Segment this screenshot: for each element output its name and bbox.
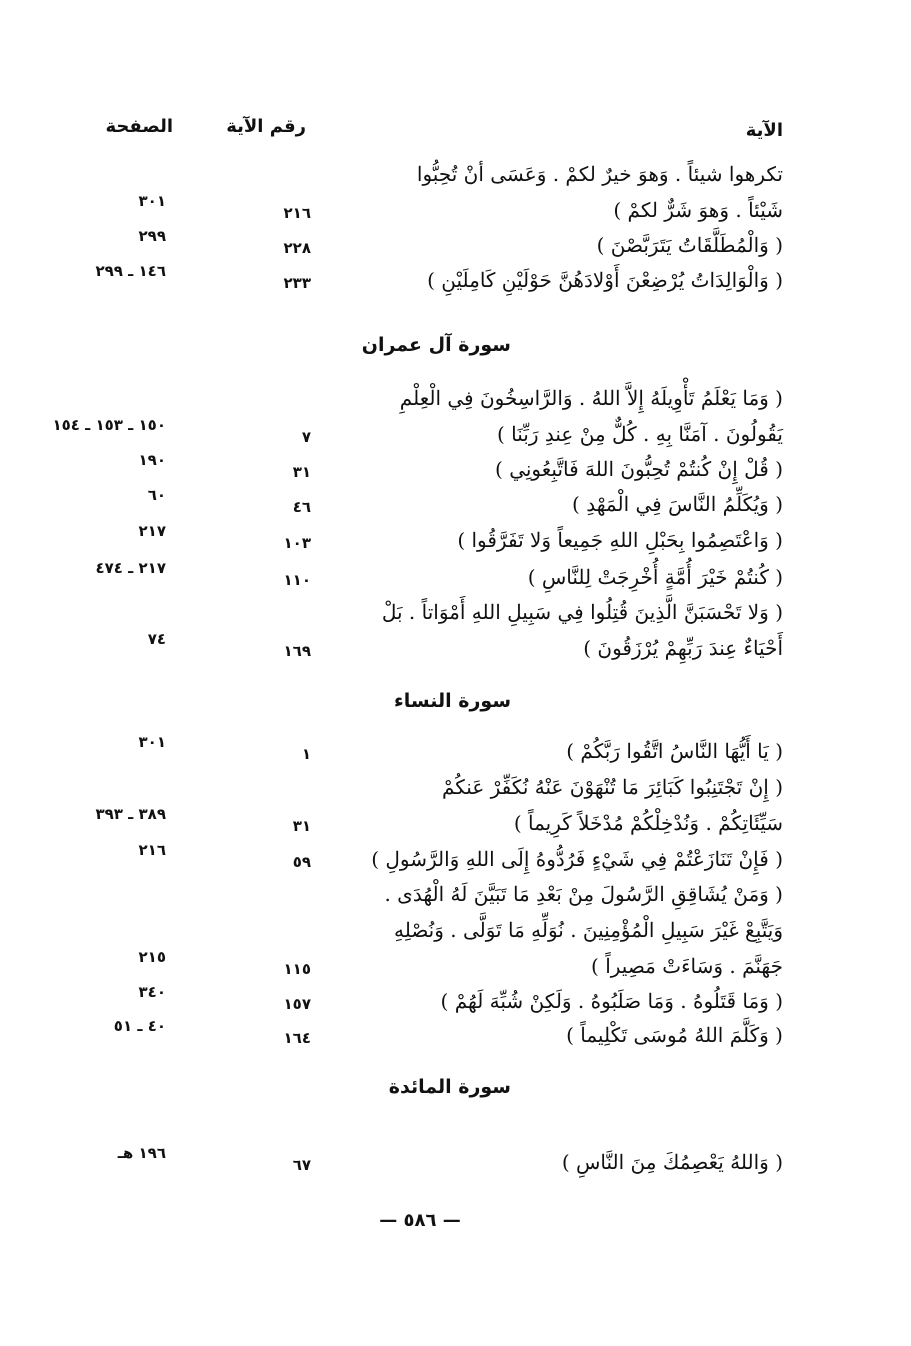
verse-text: ( وَمَا قَتَلُوهُ . وَمَا صَلَبُوهُ . وَلَكِنْ شُبِّهَ لَهُمْ ) — [440, 989, 783, 1013]
ayah-number: ٢١٦ — [283, 204, 311, 222]
page-reference: ٢١٥ — [138, 948, 166, 966]
page-reference: ١٤٦ ـ ٢٩٩ — [95, 262, 166, 280]
verse-text: ( فَإِنْ تَنَازَعْتُمْ فِي شَيْءٍ فَرُدُّوهُ إِلَى اللهِ وَالرَّسُولِ ) — [371, 847, 783, 871]
surah-heading: سورة المائدة — [388, 1076, 511, 1098]
page-reference: ٣٠١ — [138, 192, 166, 210]
verse-text: ( وَلا تَحْسَبَنَّ الَّذِينَ قُتِلُوا فِي سَبِيلِ اللهِ أَمْوَاتاً . بَلْ — [381, 600, 783, 624]
verse-text: ( وَالْمُطَلَّقَاتُ يَتَرَبَّصْنَ ) — [596, 233, 783, 257]
verse-text: ( يَا أَيُّهَا النَّاسُ اتَّقُوا رَبَّكُمْ ) — [566, 739, 783, 763]
ayah-number: ٢٣٣ — [283, 274, 311, 292]
ayah-number: ١١٥ — [283, 960, 311, 978]
verse-text: ( كُنتُمْ خَيْرَ أُمَّةٍ أُخْرِجَتْ لِلنَّاسِ ) — [527, 565, 783, 589]
page-reference: ١٩٠ — [138, 451, 166, 469]
ayah-number: ٥٩ — [292, 853, 311, 871]
ayah-number: ٦٧ — [292, 1156, 311, 1174]
page-reference: ١٥٠ ـ ١٥٣ ـ ١٥٤ — [52, 416, 166, 434]
page-reference: ٢٩٩ — [138, 227, 166, 245]
ayah-number: ٣١ — [292, 817, 311, 835]
verse-text: أَحْيَاءٌ عِندَ رَبِّهِمْ يُرْزَقُونَ ) — [583, 636, 783, 660]
ayah-number: ١ — [301, 745, 311, 763]
ayah-number: ١٥٧ — [283, 995, 311, 1013]
ayah-number: ١٠٣ — [283, 534, 311, 552]
page-reference: ٢١٦ — [138, 841, 166, 859]
verse-text: ( وَكَلَّمَ اللهُ مُوسَى تَكْلِيماً ) — [566, 1023, 783, 1047]
verse-text: ( قُلْ إِنْ كُنتُمْ تُحِبُّونَ اللهَ فَاتَّبِعُونِي ) — [495, 457, 783, 481]
verse-text: ( وَيُكَلِّمُ النَّاسَ فِي الْمَهْدِ ) — [572, 492, 783, 516]
verse-text: ( وَمَنْ يُشَاقِقِ الرَّسُولَ مِنْ بَعْدِ مَا تَبَيَّنَ لَهُ الْهُدَى . — [384, 882, 783, 906]
page-reference: ٢١٧ — [138, 522, 166, 540]
page-reference: ٣٤٠ — [138, 983, 166, 1001]
ayah-number: ٢٢٨ — [283, 239, 311, 257]
page-reference: ٣٨٩ ـ ٣٩٣ — [95, 805, 166, 823]
page-reference: ٤٠ ـ ٥١ — [113, 1017, 166, 1035]
ayah-number: ١٦٩ — [283, 642, 311, 660]
page-number: — ٥٨٦ — — [379, 1210, 461, 1231]
verse-text: ( وَالْوَالِدَاتُ يُرْضِعْنَ أَوْلادَهُنَّ حَوْلَيْنِ كَامِلَيْنِ ) — [427, 268, 783, 292]
ayah-number: ١٦٤ — [283, 1029, 311, 1047]
verse-text: ( وَاللهُ يَعْصِمُكَ مِنَ النَّاسِ ) — [561, 1150, 783, 1174]
page-reference: ٣٠١ — [138, 733, 166, 751]
page-reference: ٢١٧ ـ ٤٧٤ — [95, 559, 166, 577]
verse-text: يَقُولُونَ . آمَنَّا بِهِ . كُلٌّ مِنْ عِندِ رَبِّنَا ) — [497, 422, 783, 446]
verse-text: سَيِّئَاتِكُمْ . وَنُدْخِلْكُمْ مُدْخَلاً كَرِيماً ) — [513, 811, 783, 835]
verse-text: ( وَمَا يَعْلَمُ تَأْوِيلَهُ إِلاَّ اللهُ . وَالرَّاسِخُونَ فِي الْعِلْمِ — [399, 386, 783, 410]
ayah-number: ١١٠ — [283, 571, 311, 589]
page-reference: ٦٠ — [147, 486, 166, 504]
verse-text: ( وَاعْتَصِمُوا بِحَبْلِ اللهِ جَمِيعاً وَلا تَفَرَّقُوا ) — [457, 528, 783, 552]
verse-column-header: الآية — [745, 120, 783, 141]
verse-text: تكرهوا شيئاً . وَهوَ خيرٌ لكمْ . وَعَسَى أنْ تُحِبُّوا — [416, 162, 783, 186]
verse-text: شَيْئاً . وَهوَ شَرٌّ لكمْ ) — [613, 198, 783, 222]
page-reference: ١٩٦ هـ — [117, 1144, 166, 1162]
page-column-header: الصفحة — [105, 116, 173, 137]
ayah-number: ٣١ — [292, 463, 311, 481]
page-reference: ٧٤ — [147, 630, 166, 648]
ayah-number: ٤٦ — [292, 498, 311, 516]
surah-heading: سورة النساء — [394, 690, 511, 712]
ayah-number: ٧ — [301, 428, 311, 446]
ayah-number-column-header: رقم الآية — [226, 116, 306, 137]
verse-text: وَيَتَّبِعْ غَيْرَ سَبِيلِ الْمُؤْمِنِينَ . نُوَلِّهِ مَا تَوَلَّى . وَنُصْلِهِ — [393, 918, 783, 942]
surah-heading: سورة آل عمران — [361, 334, 511, 356]
verse-text: ( إِنْ تَجْتَنِبُوا كَبَائِرَ مَا تُنْهَوْنَ عَنْهُ نُكَفِّرْ عَنكُمْ — [441, 775, 783, 799]
verse-text: جَهَنَّمَ . وَسَاءَتْ مَصِيراً ) — [591, 954, 783, 978]
